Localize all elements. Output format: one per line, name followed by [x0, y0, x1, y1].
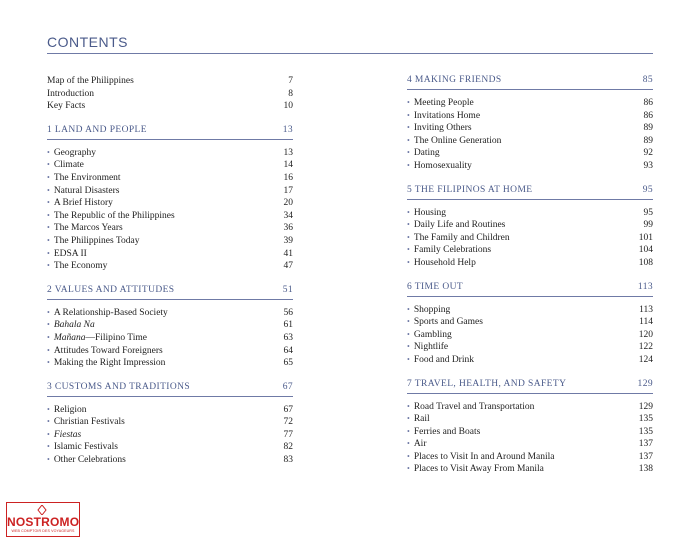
entry-label: Mañana [53, 332, 86, 343]
entry-page: 114 [639, 317, 653, 328]
section-heading[interactable] [407, 75, 653, 90]
section-heading[interactable] [407, 282, 653, 297]
toc-entry[interactable] [407, 329, 653, 342]
section-2 [47, 285, 293, 370]
entry-page: 93 [643, 160, 653, 171]
bullet-icon: • [407, 123, 410, 133]
toc-entry[interactable] [47, 185, 293, 198]
entry-page: 135 [638, 414, 653, 425]
bullet-icon: • [407, 232, 410, 242]
bullet-icon: • [407, 135, 410, 145]
entry-label: Key Facts [47, 101, 86, 112]
entry-page: 56 [283, 307, 293, 318]
bullet-icon: • [407, 207, 410, 217]
entry-page: 86 [643, 110, 653, 121]
page-title: CONTENTS [47, 34, 128, 50]
entry-page: 63 [283, 332, 293, 343]
entry-label: Housing [413, 207, 447, 218]
entry-page: 39 [283, 235, 293, 246]
entry-label: Rail [413, 414, 430, 425]
entry-label: The Family and Children [413, 232, 510, 243]
section-title: 4 MAKING FRIENDS [407, 75, 502, 85]
toc-entry[interactable] [47, 429, 293, 442]
entry-page: 83 [283, 455, 293, 466]
entry-page: 99 [643, 220, 653, 231]
section-title: 7 TRAVEL, HEALTH, AND SAFETY [407, 378, 567, 389]
entry-page: 122 [638, 342, 653, 353]
entry-page: 13 [283, 147, 293, 158]
bullet-icon: • [47, 198, 50, 208]
toc-entry[interactable] [407, 401, 653, 414]
bullet-icon: • [47, 160, 50, 170]
entry-page: 108 [638, 257, 653, 268]
entry-page: 101 [638, 232, 653, 243]
entry-label: A Relationship-Based Society [53, 307, 168, 318]
entry-page: 135 [638, 426, 653, 437]
section-page: 13 [282, 124, 293, 135]
bullet-icon: • [47, 455, 50, 465]
section-7 [407, 379, 653, 477]
section-title: 2 VALUES AND ATTITUDES [47, 284, 175, 295]
toc-entry[interactable] [407, 316, 653, 329]
entry-page: 8 [288, 88, 293, 99]
entry-page: 41 [283, 248, 293, 259]
bullet-icon: • [47, 261, 50, 271]
entry-page: 137 [638, 439, 653, 450]
entry-label: The Marcos Years [53, 223, 123, 234]
entry-page: 92 [643, 148, 653, 159]
section-title: 6 TIME OUT [407, 281, 464, 292]
entry-page: 20 [283, 198, 293, 209]
toc-entry[interactable] [47, 332, 293, 345]
entry-label: Sports and Games [413, 317, 483, 328]
section-page: 129 [637, 378, 653, 389]
entry-label: Invitations Home [413, 110, 481, 121]
toc-entry[interactable] [47, 88, 293, 101]
section-page: 95 [642, 184, 653, 195]
entry-label: Meeting People [413, 98, 474, 108]
bullet-icon: • [47, 210, 50, 220]
bullet-icon: • [407, 401, 410, 411]
logo-name: NOSTROMO [7, 515, 80, 529]
toc-column-right [407, 75, 653, 476]
entry-label: EDSA II [53, 248, 87, 259]
entry-label: Daily Life and Routines [413, 220, 506, 231]
bullet-icon: • [47, 235, 50, 245]
entry-page: 7 [288, 76, 293, 86]
toc-entry[interactable] [407, 219, 653, 232]
section-page: 85 [642, 75, 653, 85]
toc-entry[interactable] [47, 75, 293, 88]
bullet-icon: • [47, 147, 50, 157]
entry-page: 95 [643, 207, 653, 218]
logo-mark-icon [37, 505, 47, 515]
entry-label: Ferries and Boats [413, 426, 481, 437]
entry-label: Road Travel and Transportation [413, 401, 535, 412]
section-heading[interactable] [47, 125, 293, 140]
bullet-icon: • [407, 160, 410, 170]
bullet-icon: • [407, 451, 410, 461]
toc-entry[interactable] [407, 122, 653, 135]
entry-label: The Economy [53, 261, 108, 272]
entry-label: Shopping [413, 304, 451, 315]
entry-label: Geography [53, 147, 97, 158]
section-heading[interactable] [407, 185, 653, 200]
entry-page: 65 [283, 358, 293, 369]
bullet-icon: • [407, 414, 410, 424]
nostromo-logo [6, 502, 80, 537]
entry-label: The Republic of the Philippines [53, 210, 175, 221]
entry-page: 138 [638, 464, 653, 475]
toc-entry[interactable] [47, 307, 293, 320]
toc-entry[interactable] [407, 426, 653, 439]
section-heading[interactable] [47, 285, 293, 300]
toc-entry[interactable] [47, 441, 293, 454]
section-6 [407, 282, 653, 367]
toc-entry[interactable] [47, 235, 293, 248]
section-5 [407, 185, 653, 270]
entry-label: Other Celebrations [53, 455, 126, 466]
entry-label: The Philippines Today [53, 235, 140, 246]
bullet-icon: • [47, 404, 50, 414]
entry-label: Christian Festivals [53, 417, 125, 428]
entry-page: 61 [283, 320, 293, 331]
entry-label: Making the Right Impression [53, 358, 166, 369]
bullet-icon: • [407, 354, 410, 364]
bullet-icon: • [407, 439, 410, 449]
toc-entry[interactable] [407, 438, 653, 451]
entry-page: 16 [283, 172, 293, 183]
section-title: 1 LAND AND PEOPLE [47, 124, 147, 135]
section-4 [407, 75, 653, 173]
entry-page: 129 [638, 401, 653, 412]
entry-page: 34 [283, 210, 293, 221]
toc-entry[interactable] [47, 345, 293, 358]
bullet-icon: • [47, 442, 50, 452]
toc-entry[interactable] [407, 413, 653, 426]
entry-label: Fiestas [53, 429, 82, 440]
entry-label: Air [413, 439, 427, 450]
bullet-icon: • [407, 317, 410, 327]
bullet-icon: • [407, 329, 410, 339]
bullet-icon: • [47, 307, 50, 317]
toc-entry[interactable] [47, 197, 293, 210]
bullet-icon: • [47, 185, 50, 195]
entry-label: The Online Generation [413, 135, 502, 146]
entry-label: Family Celebrations [413, 245, 492, 256]
toc-entry[interactable] [407, 244, 653, 257]
toc-entry[interactable] [47, 319, 293, 332]
bullet-icon: • [407, 257, 410, 267]
toc-entry[interactable] [47, 147, 293, 160]
toc-entry[interactable] [407, 110, 653, 123]
section-heading[interactable] [407, 379, 653, 394]
bullet-icon: • [407, 304, 410, 314]
entry-page: 10 [283, 101, 293, 112]
toc-entry[interactable] [47, 248, 293, 261]
toc-entry[interactable] [47, 172, 293, 185]
toc-entry[interactable] [47, 357, 293, 370]
entry-label: Gambling [413, 329, 452, 340]
bullet-icon: • [47, 223, 50, 233]
entry-label: Inviting Others [413, 123, 472, 134]
entry-page: 86 [643, 98, 653, 108]
entry-page: 72 [283, 417, 293, 428]
entry-page: 67 [283, 404, 293, 415]
toc-entry[interactable] [47, 222, 293, 235]
entry-page: 124 [638, 354, 653, 365]
entry-label: Dating [413, 148, 440, 159]
entry-page: 77 [283, 429, 293, 440]
bullet-icon: • [407, 110, 410, 120]
entry-page: 113 [639, 304, 653, 315]
toc-entry[interactable] [407, 354, 653, 367]
toc-entry[interactable] [407, 97, 653, 110]
entry-page: 89 [643, 135, 653, 146]
title-divider [47, 53, 653, 54]
section-page: 51 [282, 284, 293, 295]
entry-page: 120 [638, 329, 653, 340]
bullet-icon: • [407, 426, 410, 436]
bullet-icon: • [407, 148, 410, 158]
section-title: 5 THE FILIPINOS AT HOME [407, 184, 533, 195]
bullet-icon: • [47, 429, 50, 439]
entry-page: 17 [283, 185, 293, 196]
toc-entry[interactable] [407, 232, 653, 245]
entry-label: A Brief History [53, 198, 113, 209]
toc-entry[interactable] [47, 404, 293, 417]
entry-label: Introduction [47, 88, 94, 99]
toc-entry[interactable] [47, 416, 293, 429]
bullet-icon: • [47, 320, 50, 330]
bullet-icon: • [407, 220, 410, 230]
entry-label: Nightlife [413, 342, 449, 353]
toc-entry[interactable] [47, 159, 293, 172]
logo-tagline: WEB COMPTOIR DES VOYAGEURS [11, 529, 75, 533]
entry-label: Household Help [413, 257, 476, 268]
entry-label: Bahala Na [53, 320, 95, 331]
entry-label: Climate [53, 160, 84, 171]
bullet-icon: • [47, 417, 50, 427]
entry-page: 47 [283, 261, 293, 272]
section-3 [47, 382, 293, 467]
entry-page: 36 [283, 223, 293, 234]
bullet-icon: • [407, 342, 410, 352]
entry-label-rest: —Filipino Time [85, 332, 147, 343]
section-title: 3 CUSTOMS AND TRADITIONS [47, 381, 191, 392]
entry-label: Places to Visit In and Around Manila [413, 451, 555, 462]
entry-label: Attitudes Toward Foreigners [53, 345, 163, 356]
entry-page: 104 [638, 245, 653, 256]
section-1 [47, 125, 293, 273]
toc-entry[interactable] [407, 463, 653, 476]
bullet-icon: • [47, 332, 50, 342]
section-page: 113 [637, 281, 653, 292]
bullet-icon: • [407, 464, 410, 474]
toc-entry[interactable] [407, 147, 653, 160]
toc-entry[interactable] [407, 257, 653, 270]
toc-entry[interactable] [407, 451, 653, 464]
bullet-icon: • [407, 245, 410, 255]
entry-page: 137 [638, 451, 653, 462]
toc-entry[interactable] [407, 135, 653, 148]
bullet-icon: • [47, 248, 50, 258]
toc-entry[interactable] [47, 100, 293, 113]
bullet-icon: • [47, 345, 50, 355]
entry-label: Natural Disasters [53, 185, 120, 196]
entry-label: Religion [53, 404, 87, 415]
entry-page: 64 [283, 345, 293, 356]
toc-entry[interactable] [47, 454, 293, 467]
entry-label: Places to Visit Away From Manila [413, 464, 544, 475]
section-heading[interactable] [47, 382, 293, 397]
bullet-icon: • [47, 358, 50, 368]
toc-entry[interactable] [407, 207, 653, 220]
entry-label: Food and Drink [413, 354, 474, 365]
bullet-icon: • [407, 98, 410, 107]
front-matter-list [47, 75, 293, 113]
toc-entry[interactable] [47, 260, 293, 273]
bullet-icon: • [47, 172, 50, 182]
toc-entry[interactable] [407, 304, 653, 317]
entry-page: 82 [283, 442, 293, 453]
entry-label: Islamic Festivals [53, 442, 118, 453]
toc-column-left [47, 75, 293, 467]
section-page: 67 [282, 381, 293, 392]
entry-label: Homosexuality [413, 160, 472, 171]
toc-entry[interactable] [47, 210, 293, 223]
entry-label: Map of the Philippines [47, 76, 134, 86]
entry-page: 14 [283, 160, 293, 171]
toc-entry[interactable] [407, 341, 653, 354]
entry-page: 89 [643, 123, 653, 134]
toc-entry[interactable] [407, 160, 653, 173]
entry-label: The Environment [53, 172, 121, 183]
